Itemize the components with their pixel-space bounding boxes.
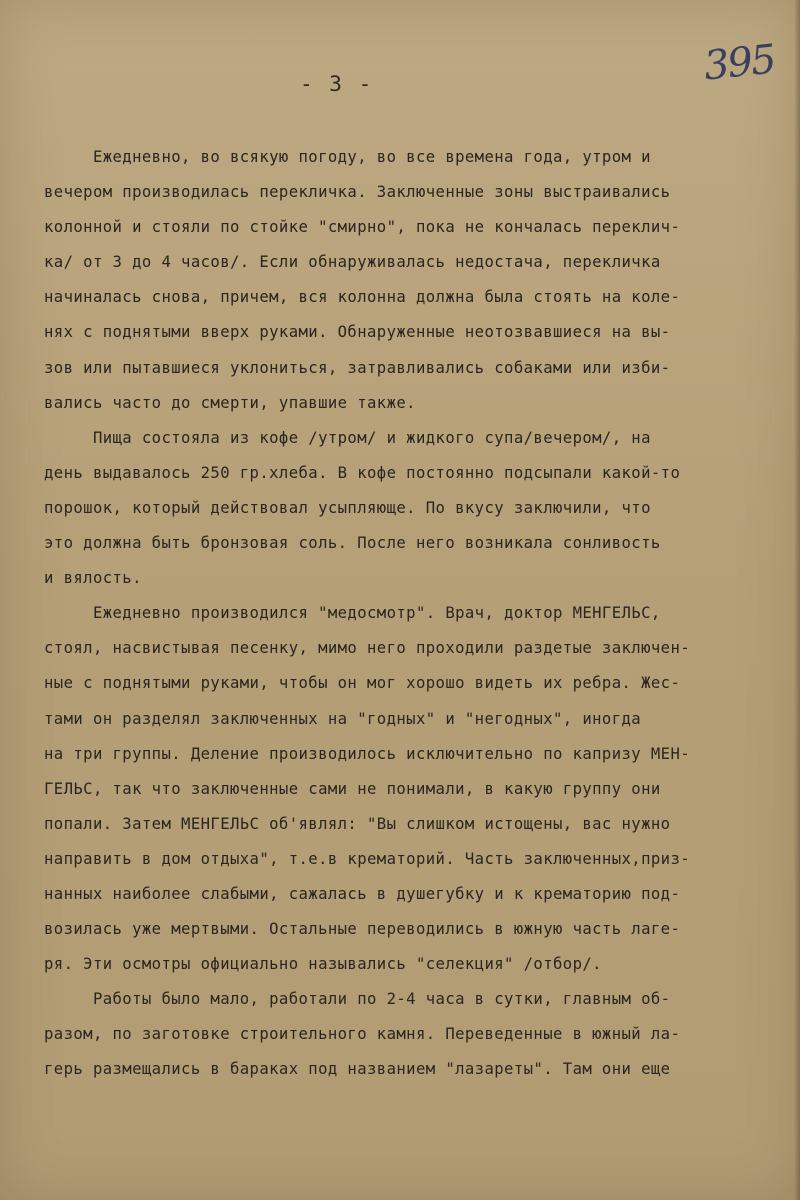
text-line: возилась уже мертвыми. Остальные переводились в южную часть лаге- (44, 920, 681, 939)
text-line: ные с поднятыми руками, чтобы он мог хорошо видеть их ребра. Жес- (44, 674, 681, 693)
text-line: Ежедневно, во всякую погоду, во все времена года, утром и (44, 148, 651, 166)
text-line: на три группы. Деление производилось исключительно по капризу МЕН- (44, 744, 691, 763)
text-line: начиналась снова, причем, вся колонна должна была стоять на коле- (44, 288, 681, 307)
text-line: ГЕЛЬС, так что заключенные сами не понимали, в какую группу они (44, 779, 661, 798)
text-line: разом, по заготовке строительного камня. Переведенные в южный ла- (44, 1025, 681, 1044)
text-line: зов или пытавшиеся уклониться, затравливались собаками или изби- (44, 358, 671, 377)
text-line: вечером производилась перекличка. Заключенные зоны выстраивались (44, 183, 671, 202)
text-line: стоял, насвистывая песенку, мимо него проходили раздетые заключен- (44, 639, 691, 658)
text-line: Ежедневно производился "медосмотр". Врач, доктор МЕНГЕЛЬС, (44, 604, 661, 623)
text-line: ка/ от 3 до 4 часов/. Если обнаруживалась недостача, перекличка (44, 253, 661, 272)
typewritten-body (44, 140, 784, 1088)
text-line: день выдавалось 250 гр.хлеба. В кофе постоянно подсыпали какой-то (44, 463, 681, 482)
text-line: Работы было мало, работали по 2-4 часа в сутки, главным об- (44, 990, 671, 1009)
text-line: направить в дом отдыха", т.е.в крематорий. Часть заключенных,приз- (44, 849, 691, 868)
text-line: порошок, который действовал усыпляюще. По вкусу заключили, что (44, 498, 651, 517)
text-line: попали. Затем МЕНГЕЛЬС об'являл: "Вы слишком истощены, вас нужно (44, 814, 671, 833)
text-line: тами он разделял заключенных на "годных" и "негодных", иногда (44, 709, 642, 728)
page-edge-shadow (794, 0, 800, 1200)
text-line: это должна быть бронзовая соль. После него возникала сонливость (44, 534, 661, 553)
page-number: - 3 - (300, 72, 374, 96)
text-line: и вялость. (44, 569, 142, 588)
archive-page-number: 395 (701, 36, 777, 90)
text-line: вались часто до смерти, упавшие также. (44, 393, 416, 412)
text-line: герь размещались в бараках под названием "лазареты". Там они еще (44, 1060, 671, 1079)
text-line: колонной и стояли по стойке "смирно", пока не кончалась переклич- (44, 218, 681, 237)
text-line: нанных наиболее слабыми, сажалась в душегубку и к крематорию под- (44, 884, 681, 903)
text-line: ря. Эти осмотры официально назывались "селекция" /отбор/. (44, 955, 602, 974)
text-line: Пища состояла из кофе /утром/ и жидкого супа/вечером/, на (44, 428, 651, 447)
text-line: нях с поднятыми вверх руками. Обнаруженные неотозвавшиеся на вы- (44, 323, 671, 342)
